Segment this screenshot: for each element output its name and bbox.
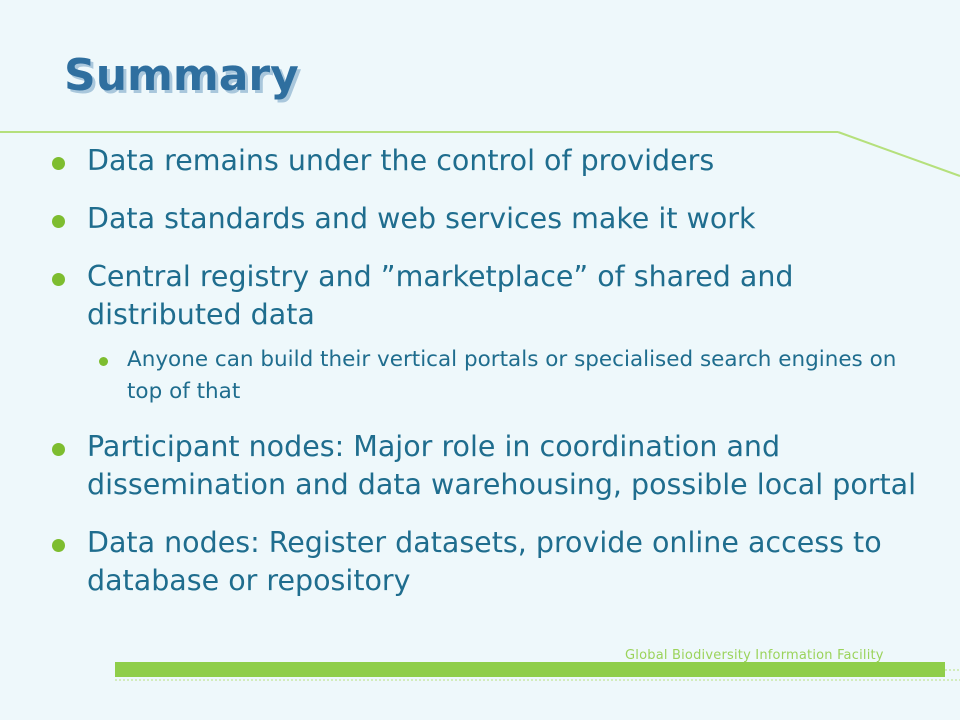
bullet-icon xyxy=(52,273,65,286)
footer-organization: Global Biodiversity Information Facility xyxy=(625,648,884,663)
list-item xyxy=(50,200,930,238)
list-item-text: Participant nodes: Major role in coordination and dissemination and data warehousing, possible local portal xyxy=(87,430,917,501)
bullet-icon xyxy=(52,215,65,228)
bullet-icon xyxy=(99,357,108,366)
list-item-text: Data standards and web services make it work xyxy=(87,202,756,235)
list-item xyxy=(50,428,930,504)
page-title: Summary xyxy=(64,50,299,101)
list-item xyxy=(50,258,930,408)
bullet-icon xyxy=(52,157,65,170)
list-item-text: Central registry and ”marketplace” of shared and distributed data xyxy=(87,260,794,331)
list-item-text: Data nodes: Register datasets, provide online access to database or repository xyxy=(87,526,882,597)
list-item-text: Data remains under the control of providers xyxy=(87,144,715,177)
bullet-icon xyxy=(52,443,65,456)
list-item xyxy=(50,142,930,180)
bullet-list xyxy=(50,142,930,620)
sub-bullet-list xyxy=(87,344,930,408)
sub-list-item-text: Anyone can build their vertical portals or specialised search engines on top of that xyxy=(127,347,897,404)
list-item xyxy=(50,524,930,600)
sub-list-item xyxy=(87,344,930,408)
bullet-icon xyxy=(52,539,65,552)
